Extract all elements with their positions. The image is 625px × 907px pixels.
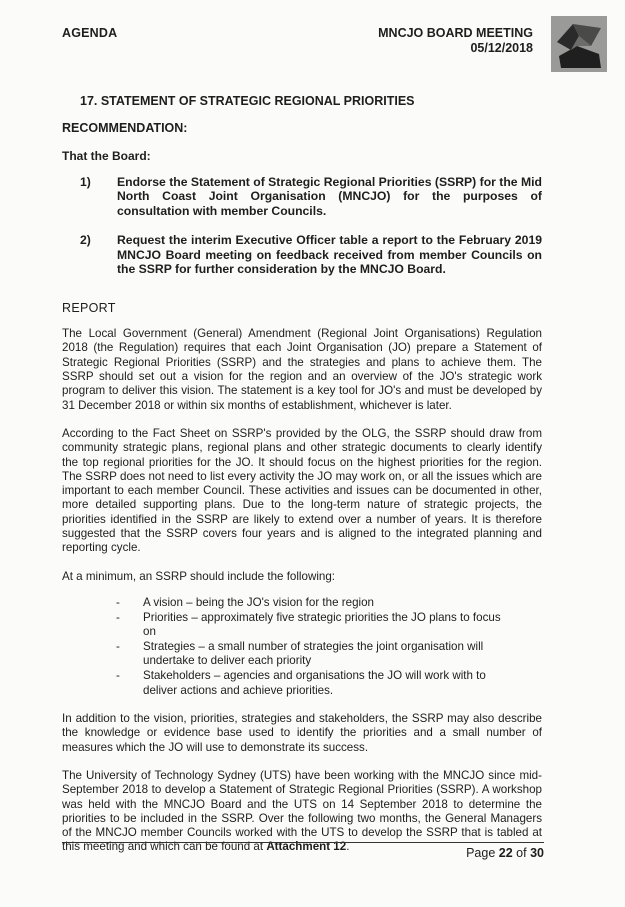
footer-divider — [62, 842, 544, 843]
recommendation-text: Request the interim Executive Officer table a report to the February 2019 MNCJO Board meeting on feedback received from member Councils on the SSRP for further consideration by the MNCJO Board. — [117, 233, 542, 277]
that-the-board-label: That the Board: — [62, 148, 151, 163]
header-meeting-info — [378, 26, 533, 56]
recommendation-heading: RECOMMENDATION: — [62, 121, 188, 136]
recommendation-text: Endorse the Statement of Strategic Regional Priorities (SSRP) for the Mid North Coast Joint Organisation (MNCJO) for the purposes of consultation with member Councils. — [117, 174, 542, 218]
dash-bullet-icon: - — [116, 668, 120, 682]
recommendation-number: 2) — [80, 233, 91, 248]
attachment-reference: Attachment 12 — [266, 840, 347, 854]
list-item — [116, 596, 542, 611]
list-item — [116, 611, 542, 640]
report-paragraph: At a minimum, an SSRP should include the following: — [62, 569, 336, 583]
mncjo-logo-icon — [551, 16, 607, 72]
recommendation-item — [62, 175, 542, 219]
report-paragraph: In addition to the vision, priorities, strategies and stakeholders, the SSRP may also describe the knowledge or evidence base used to identify the priorities and a small number of measures which the JO will use to demonstrate its success. — [62, 712, 542, 754]
list-item — [116, 669, 542, 698]
page-label: Page — [466, 846, 496, 860]
report-paragraph: The Local Government (General) Amendment (Regional Joint Organisations) Regulation 2018 (the Regulation) requires that each Joint Organisation (JO) prepare a Statement of Strategic Regional Priorities (SSRP) and the strategies and plans to achieve them. The SSRP should set out a vision for the region and an overview of the JO's strategic work program to deliver this vision. The statement is a key tool for JO's and must be developed by 31 December 2018 or within six months of establishment, whichever is later. — [62, 327, 542, 412]
paragraph-text: The University of Technology Sydney (UTS) have been working with the MNCJO since mid-September 2018 to develop a Statement of Strategic Regional Priorities (SSRP). A workshop was held with the MNCJO Board and the UTS on 14 September 2018 to determine the priorities to be included in the SSRP. Over the following two months, the General Managers of the MNCJO member Councils worked with the UTS to develop the SSRP that is tabled at this meeting and which can be found at — [62, 768, 542, 854]
list-item-text: Strategies – a small number of strategies the joint organisation will undertake to deliver each priority — [143, 639, 484, 668]
section-title: 17. STATEMENT OF STRATEGIC REGIONAL PRIORITIES — [80, 94, 415, 108]
header-agenda-label: AGENDA — [62, 26, 118, 40]
page-of-label: of — [516, 846, 527, 860]
recommendation-list — [62, 175, 542, 277]
report-paragraph: According to the Fact Sheet on SSRP's provided by the OLG, the SSRP should draw from community strategic plans, regional plans and other strategic documents to clearly identify the top regional priorities for the JO. It should focus on the highest priorities for the region. The SSRP does not need to list every activity the JO may work on, or all the issues which are important to each member Council. These activities and issues can be documented in other, more detailed supporting plans. Due to the long-term nature of strategic projects, the priorities identified in the SSRP are likely to extend over a number of years. It is therefore suggested that the SSRP covers four years and is aligned to the integrated planning and reporting cycle. — [62, 426, 542, 555]
list-item — [116, 640, 542, 669]
recommendation-number: 1) — [80, 174, 91, 189]
list-item-text: Stakeholders – agencies and organisations the JO will work with to deliver actions and achieve priorities. — [143, 668, 486, 697]
dash-bullet-icon: - — [116, 595, 120, 609]
paragraph-end: . — [346, 840, 350, 854]
report-heading: REPORT — [62, 300, 116, 315]
recommendation-item — [62, 233, 542, 277]
page-current: 22 — [498, 846, 513, 860]
list-item-text: A vision – being the JO's vision for the region — [143, 595, 374, 609]
document-body — [62, 94, 542, 855]
header-meeting-title: MNCJO BOARD MEETING — [378, 26, 533, 40]
page-number — [466, 846, 544, 860]
list-item-text: Priorities – approximately five strategic priorities the JO plans to focus on — [143, 610, 501, 639]
dash-bullet-icon: - — [116, 639, 120, 653]
dash-bullet-icon: - — [116, 610, 120, 624]
page-total: 30 — [530, 846, 544, 860]
ssrp-requirements-list — [62, 596, 542, 698]
header-meeting-date: 05/12/2018 — [470, 41, 533, 55]
